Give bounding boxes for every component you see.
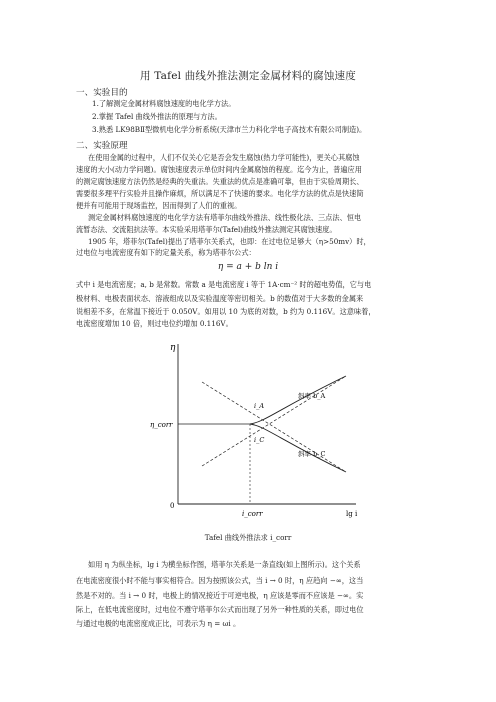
section-heading-objectives: 一、实验目的 (76, 88, 128, 98)
paragraph-line: 式中 i 是电流密度；a, b 是常数。常数 a 是电流密度 i 等于 1A·cm⁻² 时的超电势值，它与电 (76, 280, 372, 289)
eta-corr-label: η_corr (150, 421, 173, 429)
x-axis-label: lg i (346, 510, 358, 518)
objective-item: 1.了解测定金属材料腐蚀速度的电化学方法。 (92, 99, 236, 108)
objective-item: 3.熟悉 LK98BⅡ型微机电化学分析系统(天津市兰力科化学电子高技术有限公司制造)。 (92, 125, 367, 134)
tafel-diagram (150, 336, 380, 526)
paragraph-line: 说相差不多，在常温下接近于 0.050V。如用以 10 为底的对数，b 约为 0.116V。这意味着， (76, 307, 376, 316)
tafel-equation: η = a + b ln i (217, 262, 279, 272)
y-axis-label: η (170, 343, 176, 353)
paragraph-line: 的测定腐蚀速度方法仍然是经典的失重法。失重法的优点是准确可靠，但由于实验周期长、 (76, 177, 364, 186)
i-corr-label: i_corr (242, 510, 263, 518)
paragraph-line: 测定金属材料腐蚀速度的电化学方法有塔菲尔曲线外推法、线性极化法、三点法、恒电 (88, 213, 362, 222)
paragraph-line: 流暂态法、交流阻抗法等。本实验采用塔菲尔(Tafel)曲线外推法测定其腐蚀速度。 (76, 225, 337, 234)
anodic-slope-label: 斜率 b_A (298, 392, 326, 400)
paragraph-line: 与通过电极的电流密度成正比，可表示为 η = ωi 。 (76, 619, 241, 628)
anodic-curve (250, 376, 346, 424)
cathodic-curve (250, 424, 346, 472)
paragraph-line: 1905 年，塔菲尔(Tafel)提出了塔菲尔关系式，也即：在过电位足够大（η>50mv）时， (88, 237, 371, 246)
paragraph-line: 在使用金属的过程中，人们不仅关心它是否会发生腐蚀(热力学可能性)，更关心其腐蚀 (88, 153, 360, 162)
paragraph-line: 速度的大小(动力学问题)。腐蚀速度表示单位时间内金属腐蚀的程度。迄今为止，普遍应用 (76, 165, 362, 174)
paragraph-line: 际上，在低电流密度时，过电位不遵守塔菲尔公式而出现了另外一种性质的关系，即过电位 (76, 605, 364, 614)
paragraph-line: 然是不对的。当 i → 0 时，电极上的情况接近于可逆电极，η 应该是零而不应该是 −∞。实 (76, 591, 364, 600)
figure-caption: Tafel 曲线外推法求 i_corr (204, 533, 292, 542)
page-title: 用 Tafel 曲线外推法测定金属材料的腐蚀速度 (140, 70, 356, 82)
paragraph-line: 需要很多理平行实验并且操作麻烦，所以满足不了快速的要求。电化学方法的优点是快速简 (76, 189, 364, 198)
cathodic-current-label: i_C (254, 436, 265, 444)
section-heading-principle: 二、实验原理 (76, 141, 128, 151)
paragraph-line: 极材料、电极表面状态、溶液组成以及实验温度等密切相关。b 的数值对于大多数的金属来 (76, 294, 364, 303)
paragraph-line: 便并有可能用于现场监控，因而得到了人们的重视。 (76, 201, 242, 210)
origin-label: 0 (170, 502, 175, 510)
objective-item: 2.掌握 Tafel 曲线外推法的原理与方法。 (92, 112, 222, 121)
cathodic-slope-label: 斜率 b_C (298, 450, 326, 458)
anodic-current-label: i_A (254, 402, 265, 410)
paragraph-line: 在电流密度很小时不能与事实相符合。因为按照该公式，当 i → 0 时，η 应趋向 −∞，这当 (76, 576, 364, 585)
paragraph-line: 过电位与电流密度有如下的定量关系，称为塔菲尔公式： (76, 248, 256, 257)
paragraph-line: 如用 η 为纵坐标，lg i 为横坐标作图，塔菲尔关系是一条直线(如上图所示)。这个关系 (88, 560, 361, 569)
paragraph-line: 电流密度增加 10 倍，则过电位约增加 0.116V。 (76, 319, 233, 328)
